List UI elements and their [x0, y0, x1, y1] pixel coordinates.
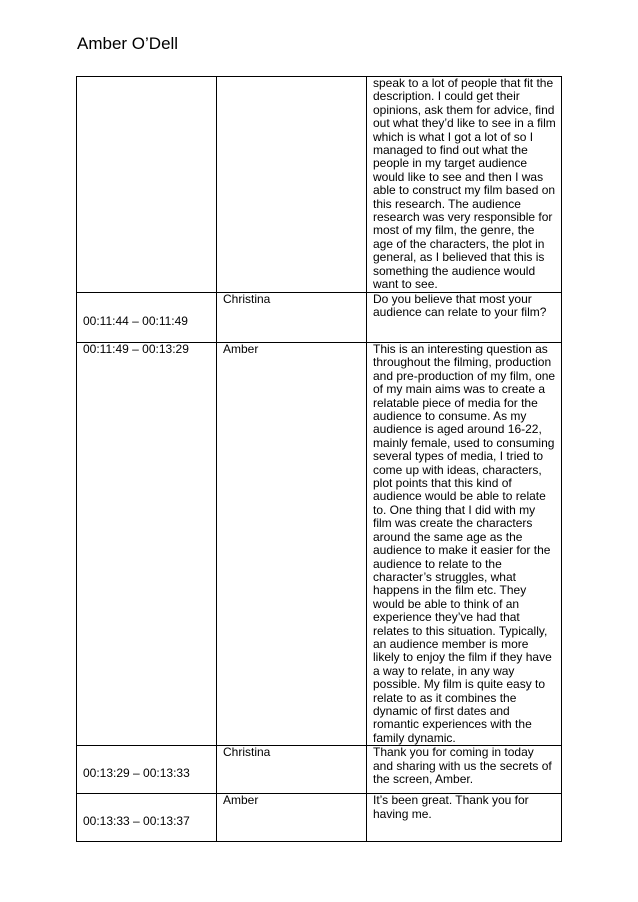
speaker-cell: Amber — [217, 794, 367, 842]
page-header-author: Amber O’Dell — [77, 34, 179, 53]
timestamp-cell: 00:11:49 – 00:13:29 — [77, 343, 217, 746]
speaker-cell: Christina — [217, 293, 367, 343]
timestamp-cell: 00:13:29 – 00:13:33 — [77, 746, 217, 794]
dialogue-cell: It’s been great. Thank you for having me. — [367, 794, 562, 842]
table-row — [77, 77, 562, 293]
table-row — [77, 343, 562, 746]
timestamp-cell — [77, 77, 217, 293]
speaker-cell: Amber — [217, 343, 367, 746]
transcript-table — [76, 76, 562, 842]
speaker-cell: Christina — [217, 746, 367, 794]
table-row — [77, 746, 562, 794]
dialogue-cell: Do you believe that most your audience can relate to your film? — [367, 293, 562, 343]
dialogue-cell: Thank you for coming in today and sharing with us the secrets of the screen, Amber. — [367, 746, 562, 794]
timestamp-cell: 00:13:33 – 00:13:37 — [77, 794, 217, 842]
speaker-cell — [217, 77, 367, 293]
table-row — [77, 794, 562, 842]
dialogue-cell: This is an interesting question as throughout the filming, production and pre-production of my film, one of my main aims was to create a relatable piece of media for the audience to consume. As my audience is aged around 16-22, mainly female, used to consuming several types of media, I tried to come up with ideas, characters, plot points that this kind of audience would be able to relate to. One thing that I did with my film was create the characters around the same age as the audience to make it easier for the audience to relate to the character’s struggles, what happens in the film etc. They would be able to think of an experience they’ve had that relates to this situation. Typically, an audience member is more likely to enjoy the film if they have a way to relate, in any way possible. My film is quite easy to relate to as it combines the dynamic of first dates and romantic experiences with the family dynamic. — [367, 343, 562, 746]
dialogue-cell: speak to a lot of people that fit the description. I could get their opinions, ask them for advice, find out what they’d like to see in a film which is what I got a lot of so I managed to find out what the people in my target audience would like to see and then I was able to construct my film based on this research. The audience research was very responsible for most of my film, the genre, the age of the characters, the plot in general, as I believed that this is something the audience would want to see. — [367, 77, 562, 293]
timestamp-cell: 00:11:44 – 00:11:49 — [77, 293, 217, 343]
